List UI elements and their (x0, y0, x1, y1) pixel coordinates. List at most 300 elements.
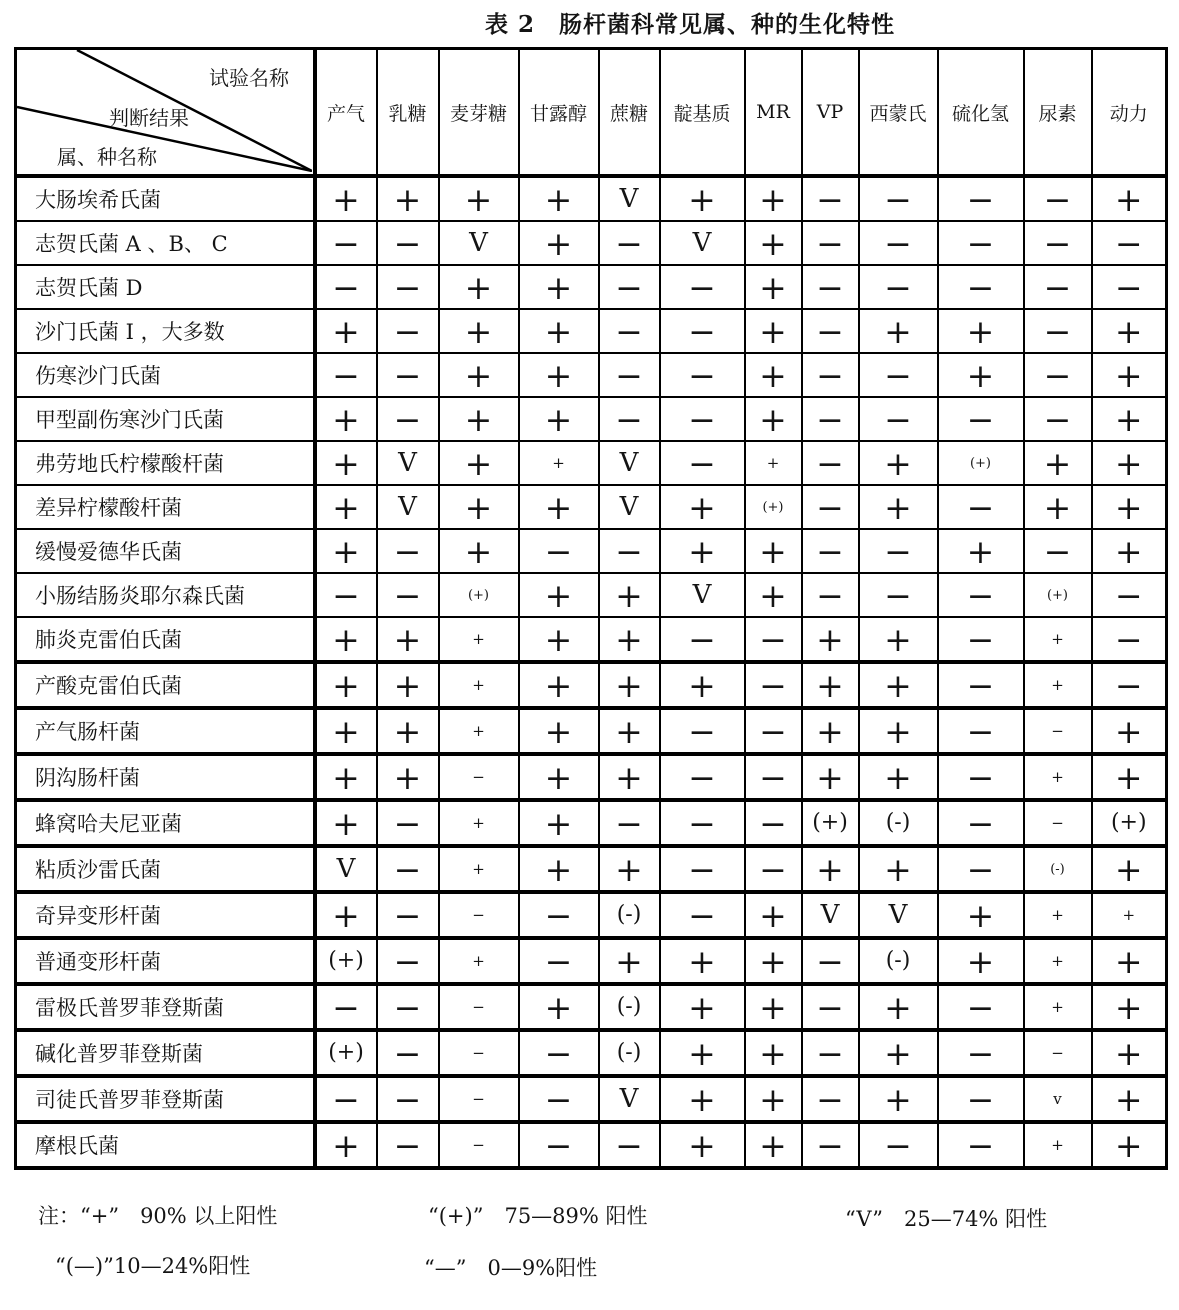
result-cell: − (938, 1122, 1024, 1168)
column-header: 产气 (315, 49, 377, 177)
result-cell: − (315, 221, 377, 265)
result-cell: − (1092, 662, 1167, 708)
result-cell: − (660, 754, 745, 800)
column-header: 蔗糖 (599, 49, 660, 177)
result-cell: (+) (938, 441, 1024, 485)
row-label: 差异柠檬酸杆菌 (16, 485, 315, 529)
result-cell: − (1092, 265, 1167, 309)
result-cell: + (519, 441, 599, 485)
result-cell: − (1092, 573, 1167, 617)
result-cell: + (315, 1122, 377, 1168)
result-cell: + (745, 573, 802, 617)
result-cell: + (315, 662, 377, 708)
table-row (16, 1076, 1167, 1122)
row-label: 甲型副伤寒沙门氏菌 (16, 397, 315, 441)
result-cell: − (938, 754, 1024, 800)
result-cell: − (1024, 221, 1092, 265)
result-cell: − (660, 800, 745, 846)
result-cell: − (377, 309, 439, 353)
result-cell: − (519, 1030, 599, 1076)
result-cell: + (802, 754, 859, 800)
result-cell: − (377, 529, 439, 573)
result-cell: + (1092, 754, 1167, 800)
result-cell: + (377, 617, 439, 662)
result-cell: + (1092, 708, 1167, 754)
result-cell: + (599, 662, 660, 708)
result-cell: + (802, 662, 859, 708)
result-cell: + (745, 441, 802, 485)
result-cell: − (802, 1076, 859, 1122)
column-header: 乳糖 (377, 49, 439, 177)
result-cell: − (519, 938, 599, 984)
result-cell: + (439, 441, 519, 485)
result-cell: − (938, 176, 1024, 221)
result-cell: (+) (1092, 800, 1167, 846)
result-cell: − (377, 353, 439, 397)
corner-header-cell (16, 49, 315, 177)
result-cell: + (938, 353, 1024, 397)
result-cell: + (1092, 1030, 1167, 1076)
table-row (16, 617, 1167, 662)
result-cell: − (377, 1030, 439, 1076)
result-cell: + (439, 485, 519, 529)
result-cell: + (519, 485, 599, 529)
result-cell: (-) (859, 938, 938, 984)
result-cell: + (315, 397, 377, 441)
result-cell: − (802, 353, 859, 397)
result-cell: + (315, 529, 377, 573)
result-cell: + (660, 938, 745, 984)
result-cell: + (938, 529, 1024, 573)
row-label: 蜂窝哈夫尼亚菌 (16, 800, 315, 846)
result-cell: + (660, 176, 745, 221)
result-cell: − (377, 938, 439, 984)
result-cell: + (1092, 984, 1167, 1030)
result-cell: − (1024, 800, 1092, 846)
result-cell: − (599, 265, 660, 309)
result-cell: − (660, 708, 745, 754)
result-cell: − (802, 265, 859, 309)
result-cell: + (859, 1076, 938, 1122)
result-cell: + (439, 662, 519, 708)
result-cell: − (660, 892, 745, 938)
result-cell: + (599, 754, 660, 800)
result-cell: − (938, 984, 1024, 1030)
result-cell: + (802, 617, 859, 662)
result-cell: + (660, 984, 745, 1030)
result-cell: − (377, 892, 439, 938)
row-label: 阴沟肠杆菌 (16, 754, 315, 800)
result-cell: V (315, 846, 377, 892)
result-cell: − (377, 397, 439, 441)
result-cell: + (519, 662, 599, 708)
result-cell: V (439, 221, 519, 265)
result-cell: − (802, 1030, 859, 1076)
table-row (16, 754, 1167, 800)
result-cell: − (439, 1030, 519, 1076)
table-row (16, 800, 1167, 846)
result-cell: + (660, 1030, 745, 1076)
result-cell: + (802, 846, 859, 892)
column-header: 麦芽糖 (439, 49, 519, 177)
row-label: 奇异变形杆菌 (16, 892, 315, 938)
result-cell: − (599, 309, 660, 353)
result-cell: + (315, 617, 377, 662)
result-cell: − (802, 485, 859, 529)
result-cell: (-) (859, 800, 938, 846)
row-label: 缓慢爱德华氏菌 (16, 529, 315, 573)
result-cell: + (315, 309, 377, 353)
result-cell: + (660, 1122, 745, 1168)
result-cell: + (1092, 892, 1167, 938)
result-cell: V (859, 892, 938, 938)
result-cell: − (938, 708, 1024, 754)
legend-note-plus: 注：“+” 90% 以上阳性 (38, 1204, 278, 1228)
result-cell: + (519, 800, 599, 846)
result-cell: − (802, 984, 859, 1030)
result-cell: − (1092, 221, 1167, 265)
result-cell: + (938, 892, 1024, 938)
biochemical-characteristics-table (14, 47, 1168, 1170)
result-cell: + (745, 938, 802, 984)
result-cell: + (859, 309, 938, 353)
result-cell: − (1024, 176, 1092, 221)
result-cell: − (315, 984, 377, 1030)
corner-label-genus-species: 属、种名称 (57, 145, 157, 169)
result-cell: V (599, 176, 660, 221)
result-cell: − (802, 221, 859, 265)
result-cell: − (599, 397, 660, 441)
column-header: VP (802, 49, 859, 177)
result-cell: − (938, 1030, 1024, 1076)
result-cell: + (439, 529, 519, 573)
result-cell: + (439, 353, 519, 397)
result-cell: + (1024, 892, 1092, 938)
result-cell: + (745, 265, 802, 309)
table-row (16, 397, 1167, 441)
result-cell: + (519, 397, 599, 441)
result-cell: − (859, 265, 938, 309)
result-cell: − (938, 265, 1024, 309)
result-cell: − (377, 1076, 439, 1122)
result-cell: − (938, 617, 1024, 662)
result-cell: + (1024, 984, 1092, 1030)
result-cell: + (519, 846, 599, 892)
result-cell: − (660, 265, 745, 309)
row-label: 司徒氏普罗菲登斯菌 (16, 1076, 315, 1122)
result-cell: V (599, 1076, 660, 1122)
result-cell: + (439, 397, 519, 441)
result-cell: + (439, 800, 519, 846)
column-header: 靛基质 (660, 49, 745, 177)
result-cell: − (802, 529, 859, 573)
result-cell: − (938, 800, 1024, 846)
result-cell: + (859, 984, 938, 1030)
result-cell: + (439, 617, 519, 662)
result-cell: + (745, 892, 802, 938)
result-cell: + (859, 708, 938, 754)
row-label: 粘质沙雷氏菌 (16, 846, 315, 892)
result-cell: + (315, 441, 377, 485)
result-cell: − (1024, 265, 1092, 309)
result-cell: − (859, 529, 938, 573)
result-cell: + (1092, 1122, 1167, 1168)
row-label: 普通变形杆菌 (16, 938, 315, 984)
result-cell: + (315, 754, 377, 800)
table-row (16, 485, 1167, 529)
result-cell: + (439, 309, 519, 353)
result-cell: + (519, 617, 599, 662)
result-cell: − (377, 984, 439, 1030)
result-cell: − (599, 221, 660, 265)
result-cell: (+) (745, 485, 802, 529)
row-label: 摩根氏菌 (16, 1122, 315, 1168)
row-label: 志贺氏菌 A 、B、 C (16, 221, 315, 265)
result-cell: + (1024, 938, 1092, 984)
result-cell: + (519, 573, 599, 617)
result-cell: V (660, 221, 745, 265)
result-cell: − (745, 800, 802, 846)
result-cell: (-) (599, 892, 660, 938)
result-cell: + (745, 529, 802, 573)
result-cell: − (802, 176, 859, 221)
result-cell: + (599, 708, 660, 754)
result-cell: + (1092, 938, 1167, 984)
result-cell: − (377, 265, 439, 309)
result-cell: + (519, 984, 599, 1030)
table-row (16, 353, 1167, 397)
result-cell: V (377, 441, 439, 485)
result-cell: − (660, 397, 745, 441)
table-row (16, 529, 1167, 573)
result-cell: + (439, 708, 519, 754)
result-cell: + (599, 573, 660, 617)
table-row (16, 573, 1167, 617)
result-cell: + (859, 846, 938, 892)
result-cell: − (802, 573, 859, 617)
result-cell: − (519, 892, 599, 938)
result-cell: + (315, 800, 377, 846)
result-cell: + (859, 1030, 938, 1076)
result-cell: + (1092, 176, 1167, 221)
result-cell: + (938, 309, 1024, 353)
table-row (16, 1030, 1167, 1076)
column-header: 动力 (1092, 49, 1167, 177)
table-row (16, 309, 1167, 353)
legend-note-paren-plus: “(+)” 75—89% 阳性 (428, 1204, 648, 1228)
result-cell: − (745, 708, 802, 754)
result-cell: + (519, 265, 599, 309)
result-cell: + (599, 938, 660, 984)
result-cell: − (660, 441, 745, 485)
result-cell: − (802, 309, 859, 353)
result-cell: − (1024, 309, 1092, 353)
row-label: 碱化普罗菲登斯菌 (16, 1030, 315, 1076)
result-cell: + (377, 176, 439, 221)
result-cell: + (315, 892, 377, 938)
result-cell: + (377, 662, 439, 708)
result-cell: − (938, 662, 1024, 708)
result-cell: V (802, 892, 859, 938)
result-cell: (+) (1024, 573, 1092, 617)
result-cell: − (439, 892, 519, 938)
result-cell: − (938, 573, 1024, 617)
result-cell: − (599, 1122, 660, 1168)
result-cell: − (439, 1076, 519, 1122)
result-cell: (+) (315, 938, 377, 984)
result-cell: + (1092, 1076, 1167, 1122)
result-cell: + (745, 176, 802, 221)
result-cell: + (519, 176, 599, 221)
result-cell: − (315, 353, 377, 397)
result-cell: − (1024, 1030, 1092, 1076)
result-cell: + (519, 754, 599, 800)
result-cell: − (938, 485, 1024, 529)
result-cell: − (745, 754, 802, 800)
result-cell: − (377, 800, 439, 846)
result-cell: − (859, 1122, 938, 1168)
column-header: MR (745, 49, 802, 177)
table-row (16, 662, 1167, 708)
result-cell: + (377, 708, 439, 754)
result-cell: + (519, 221, 599, 265)
result-cell: − (315, 1076, 377, 1122)
result-cell: + (1092, 529, 1167, 573)
result-cell: − (1024, 397, 1092, 441)
result-cell: V (599, 485, 660, 529)
result-cell: − (599, 353, 660, 397)
result-cell: + (1092, 353, 1167, 397)
result-cell: + (859, 617, 938, 662)
column-header: 尿素 (1024, 49, 1092, 177)
result-cell: + (745, 309, 802, 353)
table-body (16, 176, 1167, 1168)
table-row (16, 708, 1167, 754)
result-cell: v (1024, 1076, 1092, 1122)
result-cell: (-) (599, 984, 660, 1030)
result-cell: + (519, 353, 599, 397)
corner-label-result: 判断结果 (109, 106, 189, 130)
result-cell: + (745, 353, 802, 397)
column-header: 甘露醇 (519, 49, 599, 177)
result-cell: + (660, 1076, 745, 1122)
row-label: 小肠结肠炎耶尔森氏菌 (16, 573, 315, 617)
result-cell: + (439, 846, 519, 892)
result-cell: − (315, 573, 377, 617)
result-cell: + (439, 265, 519, 309)
corner-label-test-name: 试验名称 (209, 66, 289, 90)
result-cell: − (660, 353, 745, 397)
result-cell: − (1092, 617, 1167, 662)
row-label: 产气肠杆菌 (16, 708, 315, 754)
result-cell: − (745, 662, 802, 708)
result-cell: − (859, 573, 938, 617)
result-cell: + (1092, 441, 1167, 485)
result-cell: + (745, 1122, 802, 1168)
result-cell: + (859, 485, 938, 529)
result-cell: − (377, 221, 439, 265)
result-cell: V (377, 485, 439, 529)
result-cell: − (938, 397, 1024, 441)
result-cell: + (1024, 617, 1092, 662)
result-cell: + (745, 1076, 802, 1122)
header-row (16, 49, 1167, 177)
result-cell: + (745, 397, 802, 441)
result-cell: − (1024, 708, 1092, 754)
table-row (16, 846, 1167, 892)
result-cell: − (660, 846, 745, 892)
table-row (16, 892, 1167, 938)
result-cell: − (599, 800, 660, 846)
result-cell: + (660, 485, 745, 529)
result-cell: − (599, 529, 660, 573)
column-header: 西蒙氏 (859, 49, 938, 177)
row-label: 志贺氏菌 D (16, 265, 315, 309)
result-cell: − (802, 938, 859, 984)
result-cell: + (1024, 441, 1092, 485)
result-cell: + (745, 1030, 802, 1076)
result-cell: + (315, 485, 377, 529)
result-cell: − (938, 846, 1024, 892)
table-row (16, 938, 1167, 984)
result-cell: − (377, 1122, 439, 1168)
result-cell: (+) (439, 573, 519, 617)
result-cell: + (1092, 485, 1167, 529)
result-cell: − (938, 1076, 1024, 1122)
result-cell: − (439, 1122, 519, 1168)
result-cell: + (1024, 1122, 1092, 1168)
result-cell: + (1024, 485, 1092, 529)
result-cell: + (439, 176, 519, 221)
result-cell: (-) (1024, 846, 1092, 892)
result-cell: − (1024, 529, 1092, 573)
result-cell: (+) (315, 1030, 377, 1076)
result-cell: − (519, 1076, 599, 1122)
result-cell: − (439, 984, 519, 1030)
result-cell: − (938, 221, 1024, 265)
result-cell: − (519, 529, 599, 573)
result-cell: − (315, 265, 377, 309)
result-cell: − (439, 754, 519, 800)
row-label: 大肠埃希氏菌 (16, 176, 315, 221)
row-label: 伤寒沙门氏菌 (16, 353, 315, 397)
result-cell: + (315, 708, 377, 754)
row-label: 产酸克雷伯氏菌 (16, 662, 315, 708)
result-cell: + (519, 309, 599, 353)
result-cell: + (859, 441, 938, 485)
result-cell: − (660, 617, 745, 662)
table-row (16, 265, 1167, 309)
row-label: 雷极氏普罗菲登斯菌 (16, 984, 315, 1030)
row-label: 沙门氏菌 I ，大多数 (16, 309, 315, 353)
result-cell: + (599, 846, 660, 892)
result-cell: (+) (802, 800, 859, 846)
result-cell: + (938, 938, 1024, 984)
result-cell: − (802, 441, 859, 485)
table-row (16, 984, 1167, 1030)
legend-note-minus: “—” 0—9%阳性 (424, 1256, 598, 1280)
result-cell: − (1024, 353, 1092, 397)
result-cell: V (660, 573, 745, 617)
result-cell: + (599, 617, 660, 662)
result-cell: − (377, 573, 439, 617)
result-cell: − (745, 846, 802, 892)
result-cell: + (745, 221, 802, 265)
result-cell: − (859, 353, 938, 397)
page-title: 表 2 肠杆菌科常见属、种的生化特性 (484, 11, 896, 38)
result-cell: + (519, 708, 599, 754)
row-label: 弗劳地氏柠檬酸杆菌 (16, 441, 315, 485)
